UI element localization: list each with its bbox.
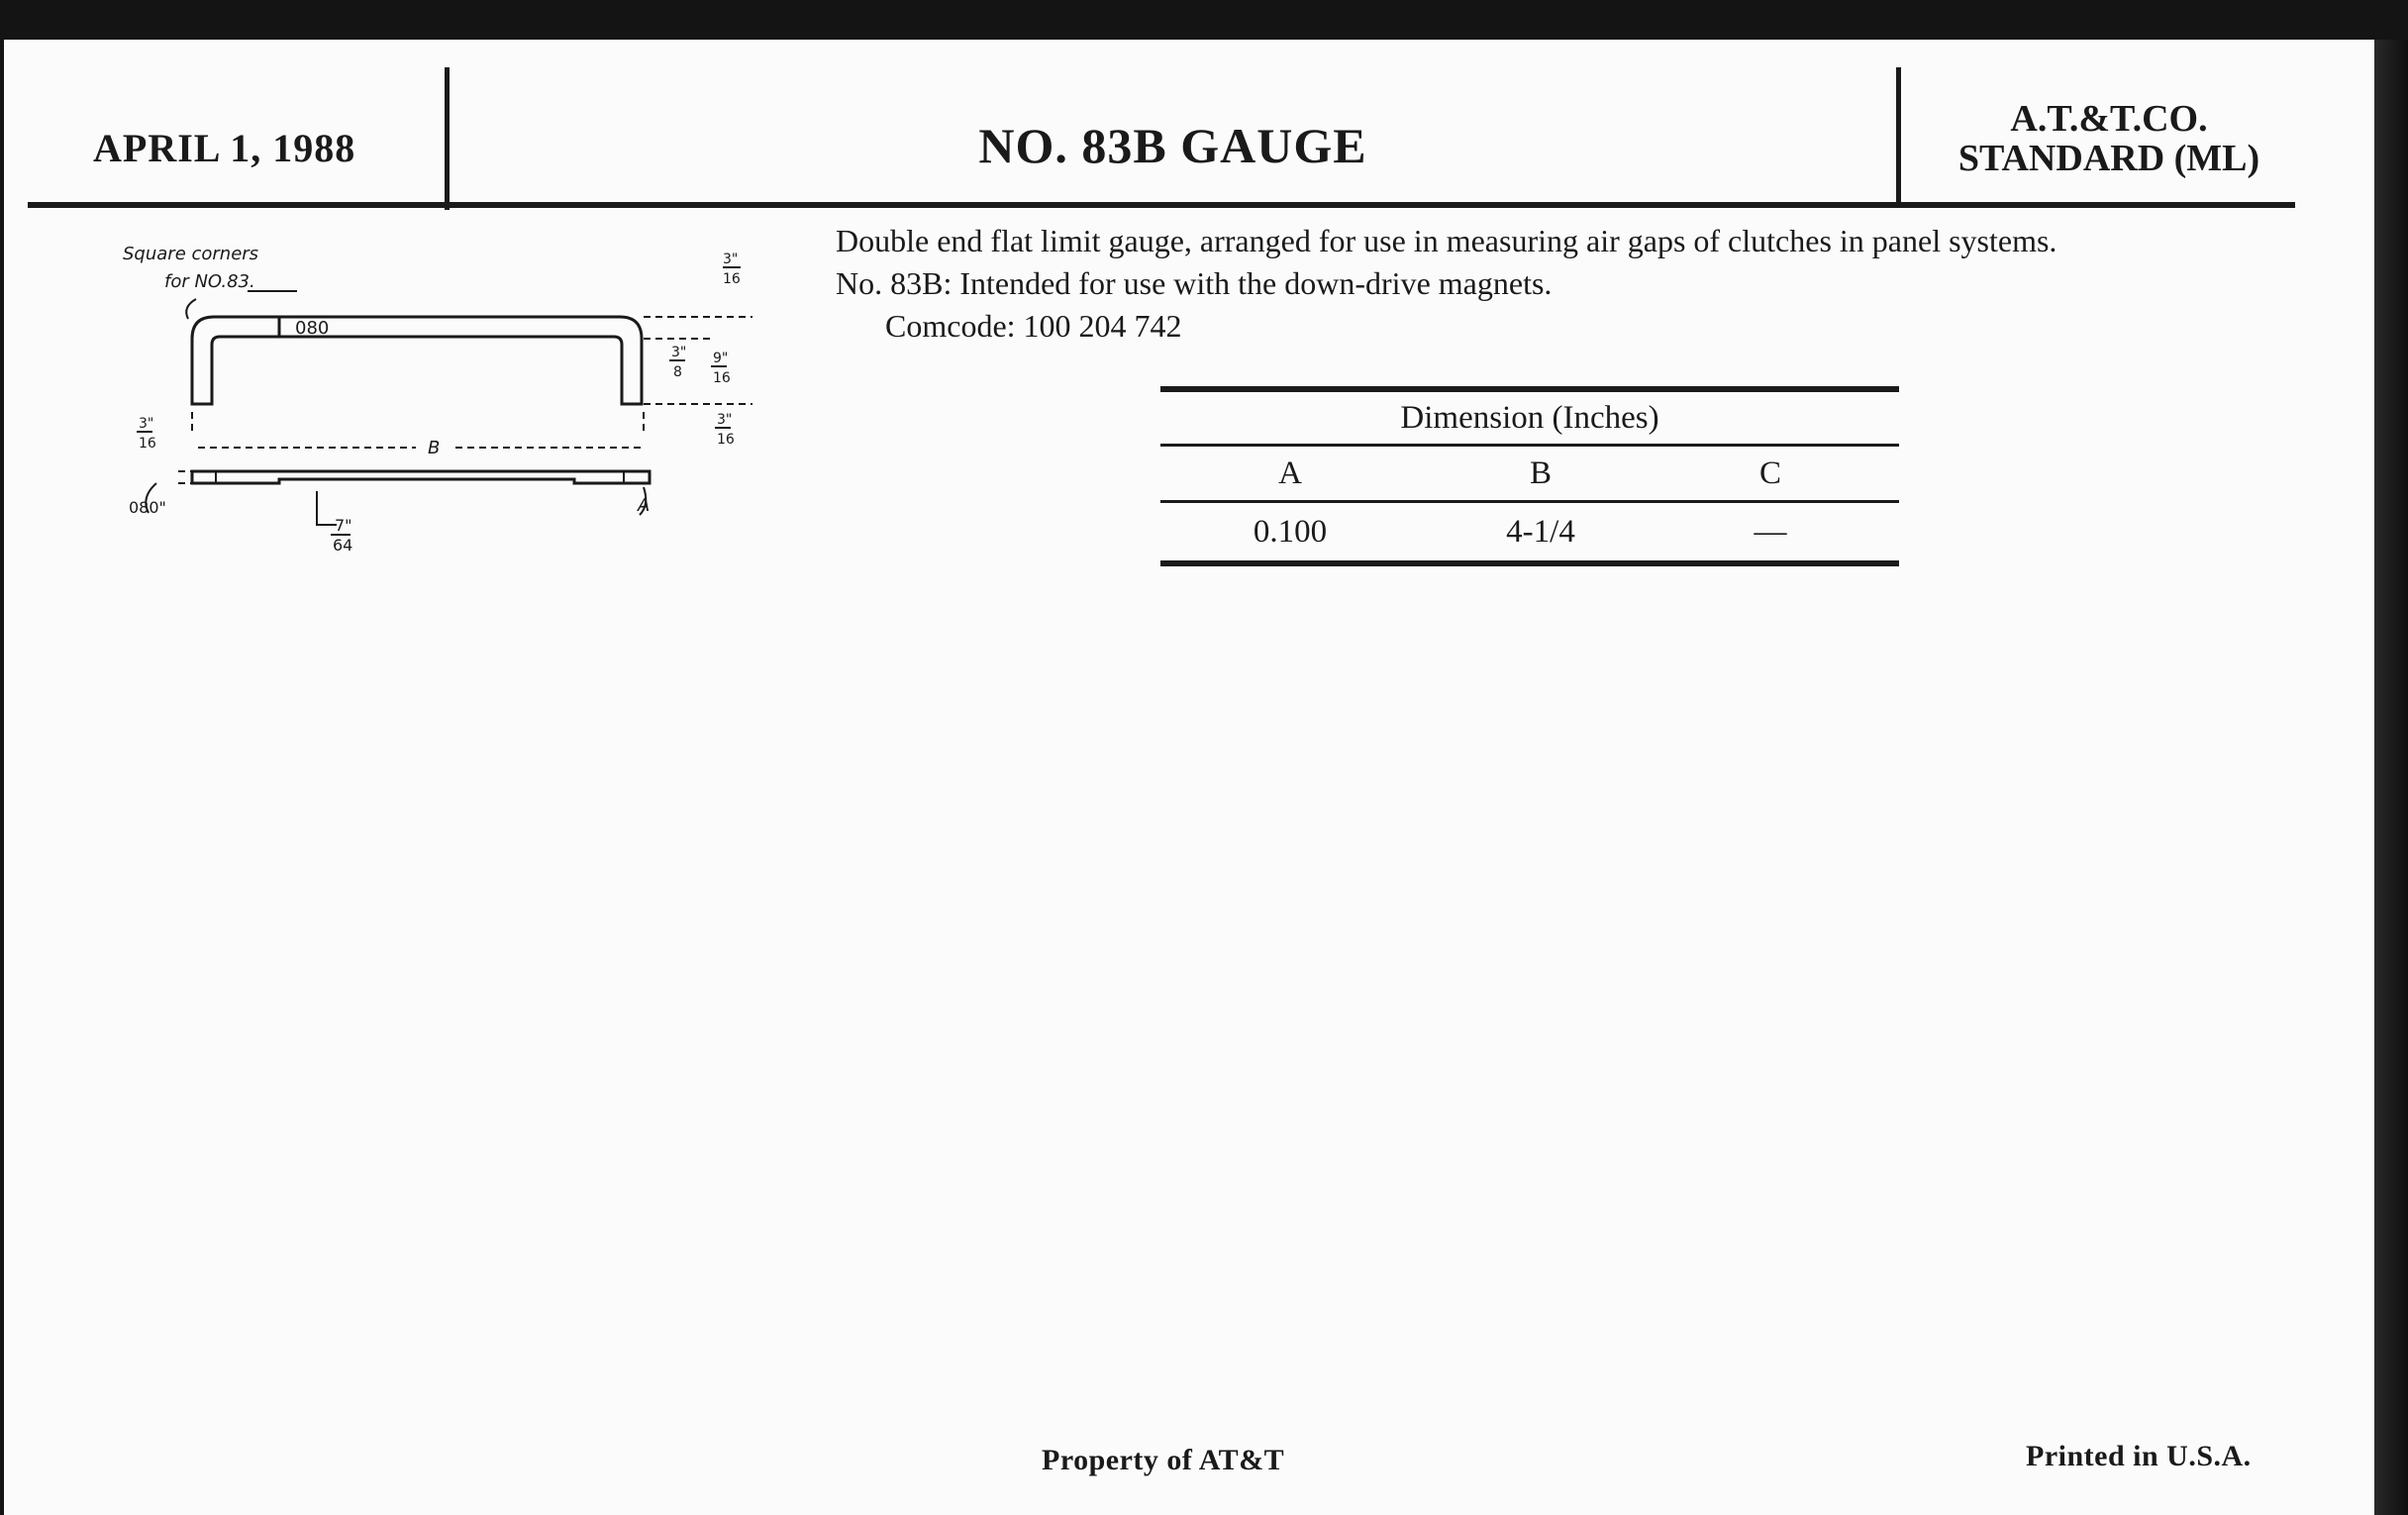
dim-3-16-top-num: 3" (723, 252, 739, 267)
dim-3-8-num: 3" (671, 345, 687, 360)
dim-3-16-top-den: 16 (723, 271, 741, 287)
gauge-drawing (119, 238, 772, 564)
dim-3-16-left-den: 16 (139, 436, 156, 452)
gauge-outline (192, 317, 642, 404)
cell-b: 4-1/4 (1506, 513, 1575, 550)
drawing-note-line-2: for NO.83. (164, 271, 255, 292)
description-line-1: Double end flat limit gauge, arranged for use in measuring air gaps of clutches in panel systems. (836, 223, 2057, 258)
dim-9-16-num: 9" (713, 351, 729, 366)
description (836, 220, 2301, 348)
dim-a-label: A (638, 495, 651, 516)
comcode: Comcode: 100 204 742 (885, 308, 1182, 344)
column-header-b: B (1529, 454, 1552, 491)
page-title: NO. 83B GAUGE (978, 118, 1367, 173)
dim-3-16-right-den: 16 (717, 432, 735, 448)
footer-property: Property of AT&T (1042, 1444, 1285, 1476)
dim-3-16-left-num: 3" (139, 416, 154, 432)
dim-b-label: B (428, 438, 441, 458)
leader-note (186, 299, 196, 319)
dim-9-16-den: 16 (713, 370, 731, 386)
dimension-table (1160, 386, 1899, 566)
column-header-c: C (1758, 454, 1781, 491)
description-line-2: No. 83B: Intended for use with the down-drive magnets. (836, 265, 1553, 301)
cell-a: 0.100 (1253, 513, 1328, 550)
dim-3-16-right-num: 3" (717, 412, 733, 428)
issue-date: APRIL 1, 1988 (93, 126, 356, 170)
standard-line-2: STANDARD (ML) (1957, 138, 2260, 179)
drawing-note-line-1: Square corners (123, 244, 259, 264)
standard-label (1901, 99, 2317, 178)
dim-3-8-den: 8 (673, 364, 682, 380)
column-header-a: A (1278, 454, 1302, 491)
standard-line-1: A.T.&T.CO. (2010, 98, 2208, 140)
footer-printed: Printed in U.S.A. (2026, 1440, 2252, 1472)
cell-c: — (1754, 513, 1787, 550)
thickness-label: 080" (129, 498, 166, 517)
leader-7-64 (317, 491, 337, 525)
gauge-side-view (192, 471, 650, 483)
table-caption: Dimension (Inches) (1400, 400, 1659, 436)
table-header-row (1160, 447, 1899, 500)
stamp-text: 080 (295, 318, 330, 339)
dim-7-64-num: 7" (335, 516, 352, 535)
table-rule-bottom (1160, 560, 1899, 566)
scan-edge (2374, 40, 2408, 1515)
table-row (1160, 503, 1899, 560)
dim-7-64-den: 64 (333, 536, 353, 555)
header-rule (28, 202, 2295, 208)
